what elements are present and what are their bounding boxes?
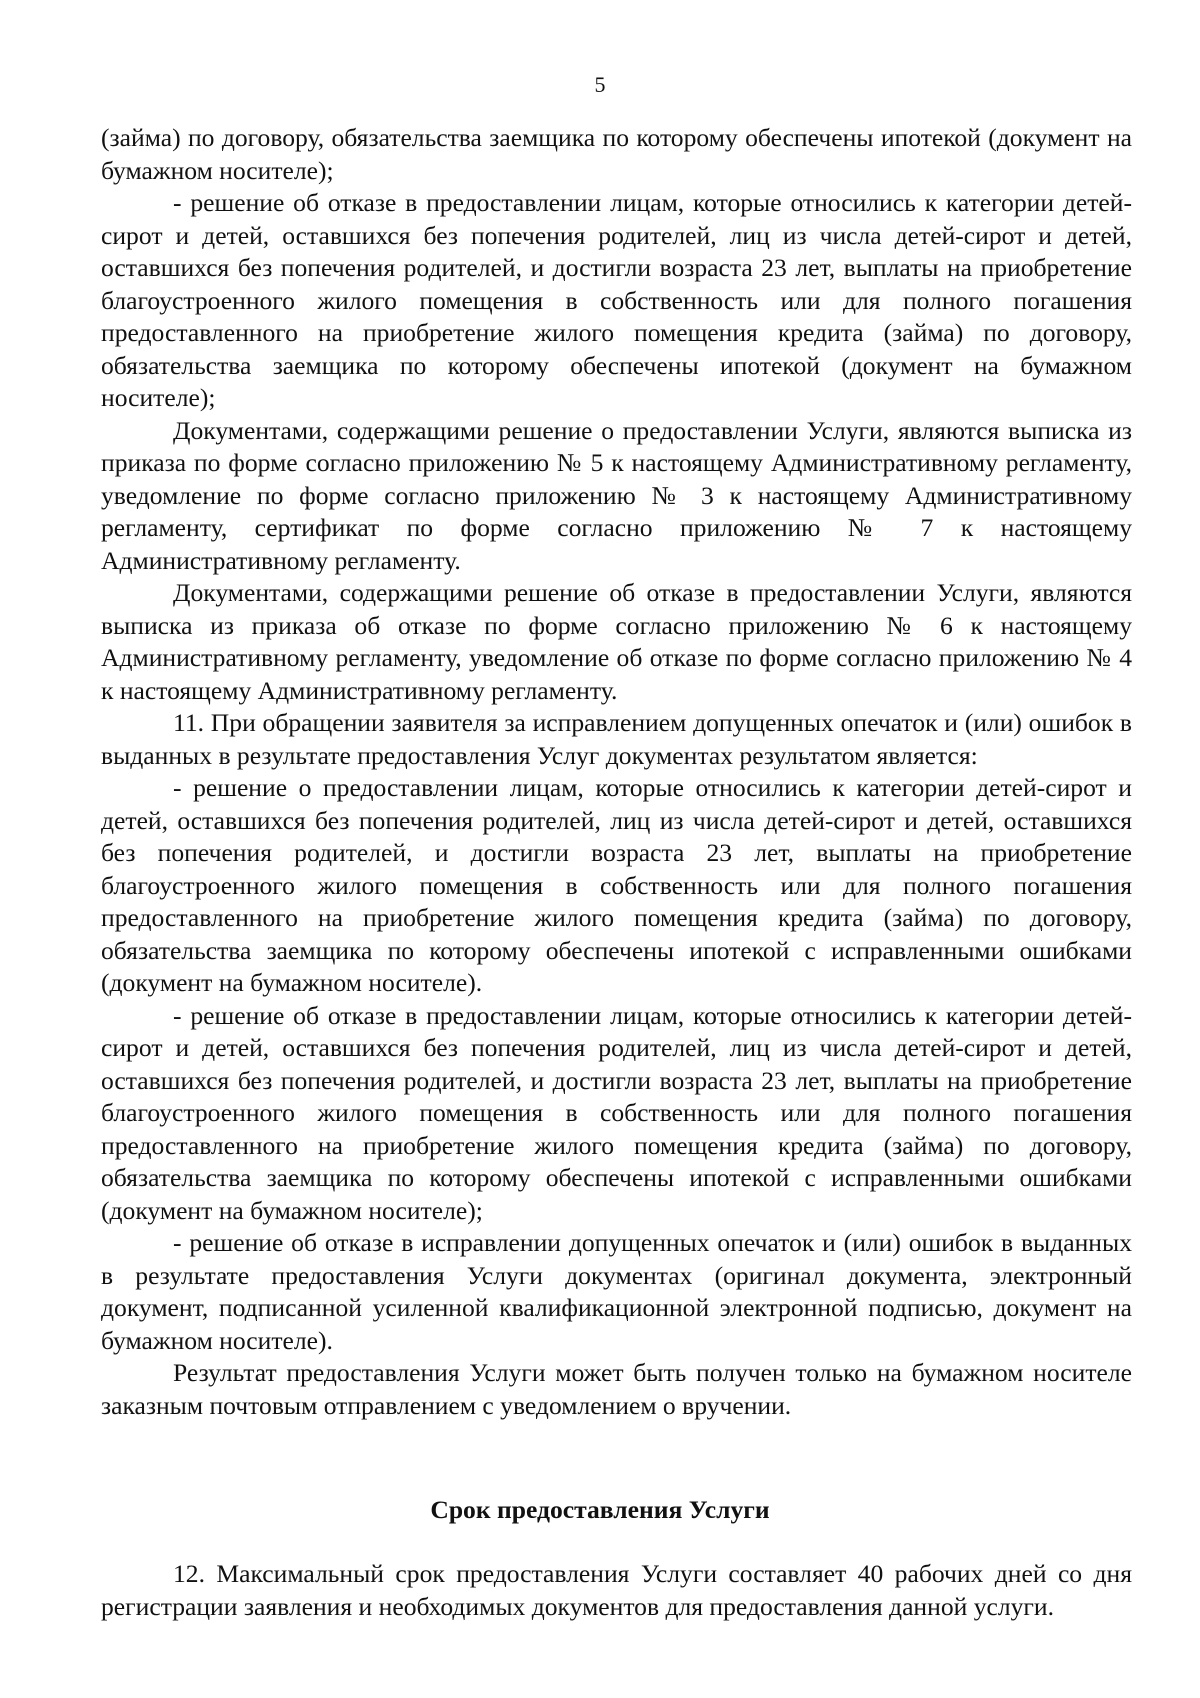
paragraph: Документами, содержащими решение об отказе в предоставлении Услуги, являются выписка из приказа об отказе по форме согласно приложению № 6 к настоящему Административному регламенту, уведомление об отказе по форме согласно приложению № 4 к настоящему Административному регламенту. [101,578,1132,705]
section-body [101,1558,1132,1623]
paragraph: - решение об отказе в предоставлении лицам, которые относились к категории детей-сирот и детей, оставшихся без попечения родителей, лиц из числа детей-сирот и детей, оставшихся без попечения родителей, и достигли возраста 23 лет, выплаты на приобретение благоустроенного жилого помещения в собственность или для полного погашения предоставленного на приобретение жилого помещения кредита (займа) по договору, обязательства заемщика по которому обеспечены ипотекой с исправленными ошибками (документ на бумажном носителе); [101,1000,1132,1225]
section-heading: Срок предоставления Услуги [430,1495,770,1524]
paragraph: - решение об отказе в предоставлении лицам, которые относились к категории детей-сирот и детей, оставшихся без попечения родителей, лиц из числа детей-сирот и детей, оставшихся без попечения родителей, и достигли возраста 23 лет, выплаты на приобретение благоустроенного жилого помещения в собственность или для полного погашения предоставленного на приобретение жилого помещения кредита (займа) по договору, обязательства заемщика по которому обеспечены ипотекой (документ на бумажном носителе); [101,188,1132,412]
document-body [101,122,1132,1422]
page-number: 5 [594,72,606,97]
paragraph: 12. Максимальный срок предоставления Услуги составляет 40 рабочих дней со дня регистрации заявления и необходимых документов для предоставления данной услуги. [101,1559,1132,1621]
paragraph: - решение о предоставлении лицам, которые относились к категории детей-сирот и детей, оставшихся без попечения родителей, лиц из числа детей-сирот и детей, оставшихся без попечения родителей, и достигли возраста 23 лет, выплаты на приобретение благоустроенного жилого помещения в собственность или для полного погашения предоставленного на приобретение жилого помещения кредита (займа) по договору, обязательства заемщика по которому обеспечены ипотекой с исправленными ошибками (документ на бумажном носителе). [101,773,1132,997]
paragraph: (займа) по договору, обязательства заемщика по которому обеспечены ипотекой (документ на бумажном носителе); [101,123,1132,185]
paragraph: - решение об отказе в исправлении допущенных опечаток и (или) ошибок в выданных в результате предоставления Услуги документах (оригинал документа, электронный документ, подписанной усиленной квалификационной электронной подписью, документ на бумажном носителе). [101,1228,1132,1355]
paragraph: Документами, содержащими решение о предоставлении Услуги, являются выписка из приказа по форме согласно приложению № 5 к настоящему Административному регламенту, уведомление по форме согласно приложению № 3 к настоящему Административному регламенту, сертификат по форме согласно приложению № 7 к настоящему Административному регламенту. [101,415,1132,575]
paragraph: 11. При обращении заявителя за исправлением допущенных опечаток и (или) ошибок в выданных в результате предоставления Услуг документах результатом является: [101,708,1132,770]
paragraph: Результат предоставления Услуги может быть получен только на бумажном носителе заказным почтовым отправлением с уведомлением о вручении. [101,1358,1132,1420]
